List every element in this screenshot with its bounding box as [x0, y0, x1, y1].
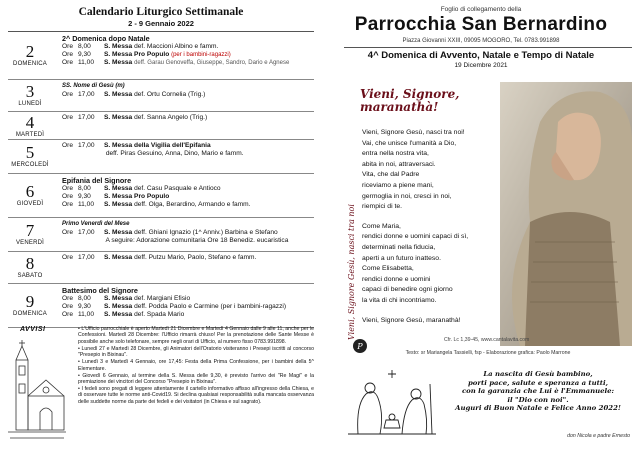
mass-line — [62, 254, 314, 262]
mass-ore: Ore — [62, 185, 73, 192]
day-weekday: MARTEDÌ — [15, 132, 45, 138]
mass-time: 8,00 — [78, 185, 91, 192]
poem-line: germoglia in noi, cresci in noi, — [362, 192, 452, 200]
poem-line: Vita, che dal Padre — [362, 171, 420, 179]
mass-detail: (per i bambini-ragazzi) — [171, 52, 231, 59]
poem-stanza — [362, 222, 512, 307]
poem-heading-line: maranathà! — [360, 100, 439, 114]
avviso-item: • I fedeli sono pregati di leggere attentamente il cartello informativo affisso all'ingresso della Chiesa, e di osservare tutte le norme anti-Covid19. Si declina qualsiasi responsabilità sulla mancata osservanza delle suddette norme da parte dei fedeli e dei visitatori (in Chiesa e sul sagrato). — [78, 386, 314, 405]
mass-time: 9,30 — [78, 51, 91, 59]
mass-line — [62, 91, 314, 99]
side-caption — [344, 142, 358, 342]
mass-detail: def. Casu Pasquale e Antioco — [134, 185, 221, 192]
mass-time: 11,00 — [78, 201, 95, 209]
calendar-day — [8, 252, 314, 284]
credits: Testo: sr Mariangela Tassielli, fsp - Elaborazione grafica: Paolo Marrone — [405, 350, 571, 356]
day-body — [62, 140, 314, 158]
mass-ore: Ore — [62, 295, 73, 302]
poem-line: abita in noi, attraversaci. — [362, 160, 436, 168]
mass-type: S. Messa — [104, 59, 133, 67]
day-weekday: SABATO — [17, 273, 43, 279]
day-title: Battesimo del Signore — [62, 286, 138, 295]
day-number-block — [8, 183, 52, 207]
calendar-day — [8, 140, 314, 174]
day-body — [62, 174, 314, 210]
calendar-header — [8, 6, 314, 32]
mass-line — [62, 43, 314, 51]
mass-type: S. Messa — [104, 311, 133, 319]
poem-line: Vai, che unisce l'umanità a Dio, — [362, 139, 457, 147]
day-number-block — [8, 43, 52, 67]
day-number: 2 — [25, 42, 35, 61]
mass-line — [62, 150, 314, 158]
christmas-greeting — [448, 370, 628, 413]
avviso-item: • L'Ufficio parrocchiale è aperto Martedì 21 Dicembre e Martedì 4 Gennaio dalle 9 alle 11, anche per le Confessioni. Martedì 28 Dicembre: l'Ufficio rimarrà chiuso! Per la prenotazione delle Sante Messe è possibile anche solo telefonare, sempre negli orari di Ufficio, al numero fisso 0783.991898. — [78, 326, 314, 345]
avvisi-label: AVVISI — [20, 326, 46, 333]
day-number-block — [8, 114, 52, 138]
poem-heading — [360, 88, 459, 114]
greeting-line: La nascita di Gesù bambino, — [483, 370, 593, 378]
calendar-day — [8, 174, 314, 218]
mass-line — [62, 295, 314, 303]
day-weekday: DOMENICA — [13, 61, 47, 67]
mass-line — [62, 303, 314, 311]
day-weekday: DOMENICA — [13, 311, 47, 317]
mass-time: 8,00 — [78, 295, 91, 302]
avviso-item: • Giovedì 6 Gennaio, al termine della S. Messa delle 9,30, è previsto l'arrivo dei "Re Magi" e la premiazione dei vincitori del Concorso "Presepio in Bixinau". — [78, 372, 314, 386]
mass-detail: def. Margiani Efisio — [134, 295, 191, 302]
mass-detail: def. Spada Mario — [134, 311, 185, 319]
calendar-day — [8, 284, 314, 328]
mass-type: S. Messa — [104, 303, 133, 311]
day-number: 6 — [25, 182, 35, 201]
day-title: 2^ Domenica dopo Natale — [62, 34, 150, 43]
day-number: 3 — [25, 82, 35, 101]
mass-line — [62, 311, 314, 319]
signature: don Nicola e padre Ernesto — [567, 433, 630, 439]
mass-ore: Ore — [62, 254, 73, 261]
day-number-block — [8, 144, 52, 168]
mass-line — [62, 201, 314, 209]
greeting-line: Auguri di Buon Natale e Felice Anno 2022! — [455, 404, 621, 413]
mass-ore: Ore — [62, 59, 73, 67]
mass-type: S. Messa — [104, 201, 133, 209]
calendar-day — [8, 112, 314, 140]
avvisi-section — [8, 324, 314, 446]
mass-time: 17,00 — [78, 229, 95, 236]
day-title: Primo Venerdì del Mese — [62, 221, 130, 227]
mass-ore: Ore — [62, 114, 73, 121]
calendar-day — [8, 80, 314, 112]
parish-address: Piazza Giovanni XXIII, 09095 MOGORO, Tel. 0783.991898 — [402, 38, 560, 44]
mass-line — [62, 237, 314, 245]
day-number: 7 — [25, 221, 35, 240]
calendar-days — [8, 32, 314, 328]
day-number-block — [8, 255, 52, 279]
mass-time: 9,30 — [78, 303, 91, 311]
poem-stanza — [362, 128, 512, 213]
mass-type: S. Messa — [104, 229, 133, 236]
mass-detail: deff. Olga, Berardino, Armando e famm. — [134, 201, 251, 209]
day-body — [62, 112, 314, 122]
mass-type: S. Messa — [104, 185, 133, 192]
mass-time: 11,00 — [78, 311, 95, 319]
avviso-item: • Lunedì 3 e Martedì 4 Gennaio, ore 17,45: Festa della Prima Confessione, per i bambini della 5^ Elementare. — [78, 359, 314, 372]
poem-line: determinati nella fiducia, — [362, 243, 436, 251]
church-illustration-icon — [8, 340, 66, 446]
sunday-date: 19 Dicembre 2021 — [454, 62, 508, 69]
calendar-day — [8, 218, 314, 252]
divider — [344, 47, 632, 48]
mass-time: 9,30 — [78, 193, 91, 201]
mass-ore: Ore — [62, 43, 73, 50]
calendar-dates: 2 - 9 Gennaio 2022 — [128, 19, 194, 28]
poem-reference: Cfr. Lc 1,39-45, www.cantalavita.com — [444, 337, 530, 343]
side-caption-text: Vieni, Signore Gesù, nasci tra noi — [347, 204, 356, 340]
day-body — [62, 218, 314, 245]
mass-detail: def. Maccioni Albino e famm. — [134, 43, 219, 50]
mass-type: S. Messa della Vigilia dell'Epifania — [104, 142, 211, 149]
mass-ore: Ore — [62, 142, 73, 149]
mass-time: 17,00 — [78, 91, 95, 98]
day-body — [62, 252, 314, 262]
mass-detail: deff. Podda Paolo e Carmine (per i bambini-ragazzi) — [134, 303, 287, 311]
mass-type: S. Messa — [104, 254, 133, 261]
poem-line: riempici di te. — [362, 203, 403, 211]
mass-ore: Ore — [62, 51, 73, 59]
poem-text — [362, 128, 512, 335]
poem-area — [344, 82, 632, 346]
mass-detail: deff. Ghiani Ignazio (1^ Anniv.) Barbina e Stefano — [134, 229, 278, 236]
mass-type: S. Messa — [104, 295, 133, 302]
day-body — [62, 32, 314, 68]
front-page — [330, 6, 632, 446]
day-number-block — [8, 293, 52, 317]
mass-detail: def. Ortu Cornelia (Trig.) — [134, 91, 206, 98]
mass-line — [62, 59, 314, 67]
mass-type: S. Messa — [104, 114, 133, 121]
day-title: Epifania del Signore — [62, 176, 132, 185]
day-number-block — [8, 83, 52, 107]
mass-time: 8,00 — [78, 43, 91, 50]
mass-detail: deff. Putzu Mario, Paolo, Stefano e famm. — [134, 254, 257, 261]
day-weekday: MERCOLEDÌ — [11, 162, 49, 168]
svg-text:P: P — [357, 342, 363, 351]
day-title: SS. Nome di Gesù (m) — [62, 83, 125, 89]
poem-line: entra nella nostra vita, — [362, 150, 429, 158]
mass-time: 17,00 — [78, 114, 95, 121]
poem-stanza — [362, 316, 512, 327]
mass-detail: A seguire: Adorazione comunitaria Ore 18 Benediz. eucaristica — [105, 237, 289, 245]
day-weekday: LUNEDÌ — [18, 101, 42, 107]
poem-line: rendici donne e uomini — [362, 275, 431, 283]
day-body — [62, 80, 314, 99]
day-number-block — [8, 222, 52, 246]
mass-line — [62, 229, 314, 237]
sunday-title: 4^ Domenica di Avvento, Natale e Tempo di Natale — [367, 50, 595, 61]
greeting-line: porti pace, salute e speranza a tutti, — [467, 378, 609, 387]
mass-time: 17,00 — [78, 142, 95, 149]
poem-line: capaci di benedire ogni giorno — [362, 286, 453, 294]
day-weekday: GIOVEDÌ — [16, 201, 44, 207]
avvisi-text — [78, 326, 314, 406]
poem-heading-line: Vieni, Signore, — [360, 87, 460, 101]
mass-line — [62, 142, 314, 150]
mass-ore: Ore — [62, 201, 73, 209]
poem-line: aperti a un futuro inatteso. — [362, 254, 441, 262]
poem-line: Vieni, Signore Gesù, maranathà! — [362, 316, 461, 324]
avviso-item: • Lunedì 27 e Martedì 28 Dicembre, gli Animatori dell'Oratorio visiteranno i Presepi iscritti al concorso "Presepio in Bixinau". — [78, 345, 314, 359]
poem-line: riceviamo a piene mani, — [362, 181, 434, 189]
mass-type: S. Messa — [104, 43, 133, 50]
mass-ore: Ore — [62, 91, 73, 98]
greeting-line: il "Dio con noi". — [507, 395, 569, 404]
poem-line: rendici donne e uomini capaci di sì, — [362, 233, 469, 241]
mass-detail: deff. Piras Gesuino, Anna, Dino, Mario e famm. — [105, 150, 244, 158]
mass-ore: Ore — [62, 193, 73, 201]
mass-detail: def. Sanna Angelo (Trig.) — [134, 114, 208, 121]
nativity-illustration-icon — [344, 364, 440, 440]
greeting-line: con la garanzia che Lui è l'Emmanuele: — [461, 387, 615, 396]
mass-line — [62, 193, 314, 201]
mass-type: S. Messa Pro Populo — [104, 193, 170, 201]
day-weekday: VENERDÌ — [15, 240, 45, 246]
mass-time: 17,00 — [78, 254, 95, 261]
calendar-day — [8, 32, 314, 80]
poem-line: Vieni, Signore Gesù, nasci tra noi! — [362, 129, 465, 136]
mass-type: S. Messa Pro Populo — [104, 51, 170, 59]
calendar-page — [8, 6, 314, 446]
mass-ore: Ore — [62, 303, 73, 311]
day-body — [62, 284, 314, 320]
day-number: 9 — [25, 292, 35, 311]
woman-photo-icon — [500, 82, 632, 346]
calendar-title: Calendario Liturgico Settimanale — [78, 6, 244, 18]
mass-detail: deff. Garau Genoveffa, Giuseppe, Sandro, Dario e Agnese — [134, 60, 290, 67]
mass-line — [62, 114, 314, 122]
poem-line: la vita di chi incontriamo. — [362, 296, 437, 304]
mass-time: 11,00 — [78, 59, 95, 67]
day-number: 8 — [25, 254, 35, 273]
mass-type: S. Messa — [104, 91, 133, 98]
mass-line — [62, 51, 314, 59]
parish-title: Parrocchia San Bernardino — [354, 14, 608, 35]
mass-ore: Ore — [62, 229, 73, 236]
mass-ore: Ore — [62, 311, 73, 319]
poem-line: Come Maria, — [362, 222, 401, 230]
day-number: 5 — [25, 143, 35, 162]
mass-line — [62, 185, 314, 193]
day-number: 4 — [25, 113, 35, 132]
poem-line: Come Elisabetta, — [362, 265, 414, 273]
foglio-label: Foglio di collegamento della — [440, 6, 522, 13]
